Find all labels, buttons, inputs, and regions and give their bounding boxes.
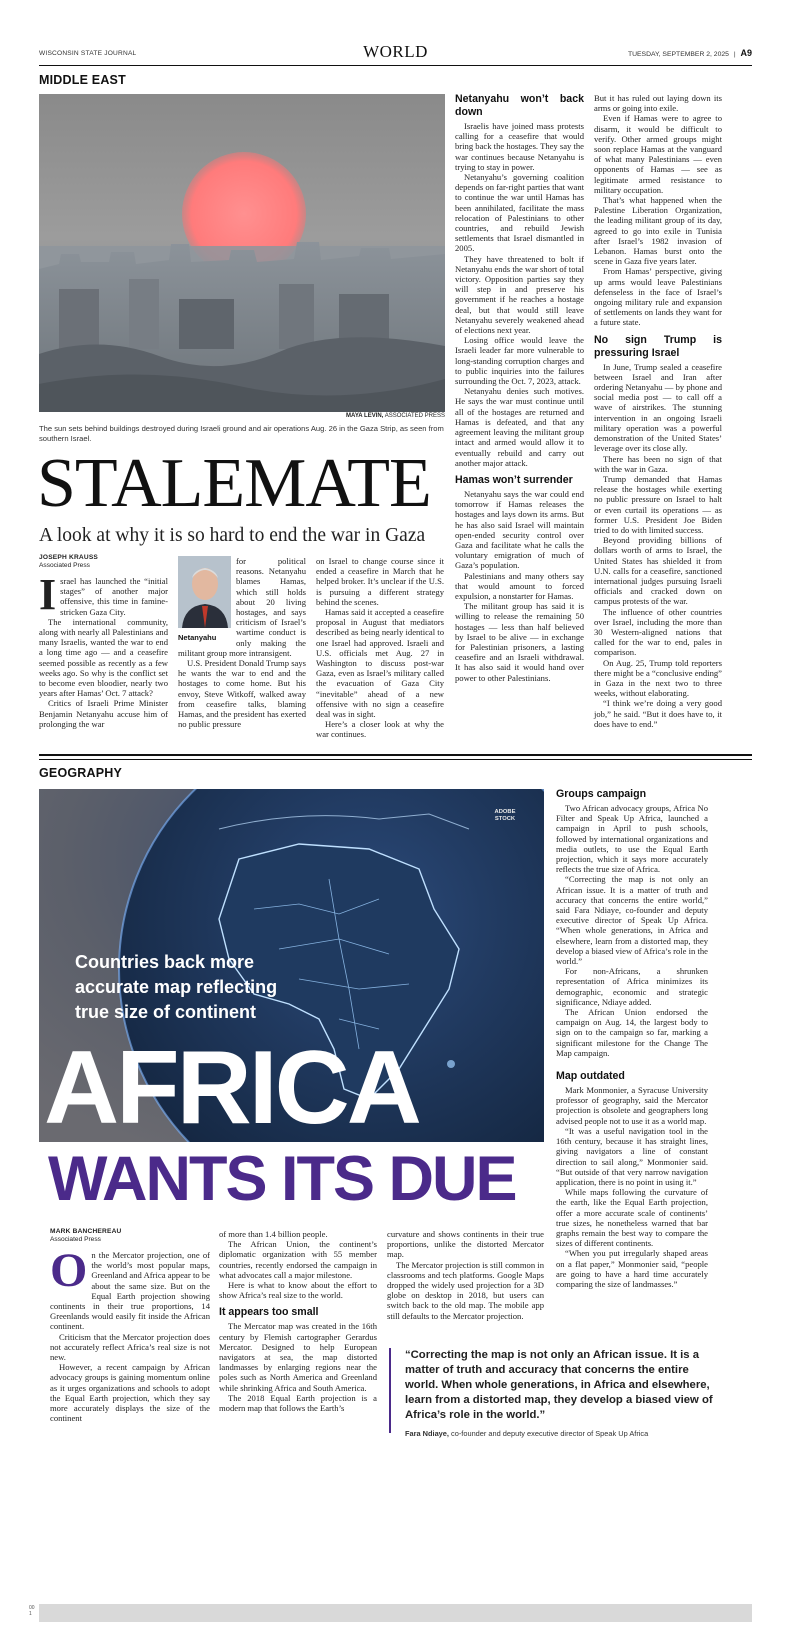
- subhead-trump: No sign Trump is pressuring Israel: [594, 333, 722, 359]
- paragraph: Two African advocacy groups, Africa No Filter and Speak Up Africa, launched a campaign in April to push schools, followed by international organizations and media outlets, to use the Equal Earth projection, which it says more accurately reflects the true size of Africa.: [556, 803, 708, 875]
- byline: [50, 1228, 210, 1244]
- page-number: A9: [740, 48, 752, 58]
- paragraph: curvature and shows continents in their true proportions, unlike the distorted Mercator map.: [387, 1229, 544, 1260]
- paragraph: The international community, along with nearly all Palestinians and many Israelis, wanted the war to end a long time ago — and a ceasefire seemed possible as recently as a few weeks ago. So why is the conflict set to become even bloodier, nearly two years after Hamas’ Oct. 7 attack?: [39, 616, 168, 699]
- story2-column-2: [219, 1229, 377, 1413]
- story2-column-4: [556, 788, 708, 1289]
- story1-column-1: [39, 570, 168, 729]
- story2-column-3: [387, 1229, 544, 1321]
- story1-column-4: [455, 93, 584, 683]
- paragraph: On Aug. 25, Trump told reporters there might be a “conclusive ending” in Gaza in the next two to three weeks, without elaborating.: [594, 657, 722, 699]
- paragraph: However, a recent campaign by African advocacy groups is gaining momentum online as it urges organizations and schools to adopt the Equal Earth projection, which they say more accurately displays the size of the continent: [50, 1362, 210, 1424]
- paragraph: The Mercator projection is still common in classrooms and tech platforms. Google Maps dropped the widely used projection for a 3D globe on desktop in 2018, but users can switch back to the old map. The mobile app still defaults to the Mercator projection.: [387, 1259, 544, 1321]
- paragraph: Trump demanded that Hamas release the hostages while exerting no public pressure on Israel to halt or even curtail its operations — as former U.S. President Joe Biden tried to do with limited success.: [594, 473, 722, 535]
- subhead-groups-campaign: Groups campaign: [556, 788, 647, 800]
- overlay-deck: [75, 950, 277, 1025]
- paragraph: The influence of other countries over Israel, including the more than 30 Western-aligned nations that called for the war to end, pales in comparison.: [594, 606, 722, 658]
- story2-column-1: [50, 1244, 210, 1424]
- paragraph: Netanyahu says the war could end tomorrow if Hamas releases the hostages and lays down its arms. But he has also said Israel will maintain open-ended security control over Gaza and facilitate what he calls the voluntary emigration of much of Gaza’s population.: [455, 488, 584, 571]
- story1-column-5: [594, 93, 722, 729]
- story1-column-3: [316, 556, 444, 740]
- paragraph: “It was a useful navigation tool in the 16th century, because it has straight lines, giving navigators a line of constant direction to sail along,” Monmonier said. “But outside of that very narrow navigation application, there is no point in using it.”: [556, 1125, 708, 1187]
- paragraph: of more than 1.4 billion people.: [219, 1229, 328, 1239]
- paragraph: Hamas said it accepted a ceasefire proposal in August that mediators described as being nearly identical to one Israel had approved. Israeli and U.S. officials met Aug. 27 in Washington to discuss post-war Gaza, even as Israel’s military called the evacuation of Gaza City “inevitable” ahead of a new offensive with no sign a ceasefire deal was in sight.: [316, 607, 444, 720]
- pull-quote-attribution: [405, 1429, 719, 1438]
- paragraph: “I think we’re doing a very good job,” he said. “But it does have to, it does have to end.”: [594, 698, 722, 729]
- paragraph: n the Mercator projection, one of the world’s most popular maps, Greenland and Africa appear to be about the same size. But on the Equal Earth projection showing continents in their true proportions, 14 Greenlands would easily fit inside the African continent.: [50, 1250, 210, 1332]
- paragraph: Mark Monmonier, a Syracuse University professor of geography, said the Mercator projection is obsolete and geographers long advised people not to use it as a world map.: [556, 1085, 708, 1126]
- section-divider: [39, 754, 752, 760]
- date-line: [628, 48, 752, 58]
- drop-cap: I: [39, 570, 57, 619]
- paragraph: The 2018 Equal Earth projection is a modern map that follows the Earth’s: [219, 1392, 377, 1414]
- subheadline: A look at why it is so hard to end the war in Gaza: [39, 525, 426, 546]
- paragraph: Netanyahu denies such motives. He says the war must continue until all of the hostages are returned and Hamas is defeated, and that any agreement leaving the militant group intact and armed would allow it to eventually rebuild and carry out another major attack.: [455, 386, 584, 468]
- byline: [39, 554, 168, 570]
- paragraph: for political reasons. Netanyahu blames Hamas, which still holds about 20 living hostages, and says criticism of Israel’s wartime conduct is only making the militant group more intransigent.: [178, 556, 306, 658]
- overlay-line-1: Countries back more: [75, 952, 255, 972]
- credit-line-2: STOCK: [494, 816, 516, 822]
- separator: |: [733, 51, 736, 58]
- paragraph: But it has ruled out laying down its arms or going into exile.: [594, 93, 722, 114]
- photo-credit-org: ASSOCIATED PRESS: [384, 413, 445, 419]
- byline-name: JOSEPH KRAUSS: [39, 554, 99, 561]
- paragraph: Even if Hamas were to agree to disarm, it would be difficult to verify. Other armed groups might soon replace Hamas at the vanguard of what many Palestinians — even opponents of Hamas — see as legitimate armed resistance to military occupation.: [594, 113, 722, 195]
- paragraph: on Israel to change course since it ended a ceasefire in March that he helped broker. It’s unclear if the U.S. is pursuing a different strategy behind the scenes.: [316, 556, 444, 607]
- section-kicker-geography: GEOGRAPHY: [39, 766, 123, 780]
- paragraph: “When you put irregularly shaped areas on a flat paper,” Monmonier said, “people are going to have a hard time accurately comparing the size of landmasses.”: [556, 1248, 708, 1289]
- paper-name: WISCONSIN STATE JOURNAL: [39, 50, 137, 57]
- headline-stalemate: STALEMATE: [37, 445, 431, 522]
- footer-code-1: 00: [29, 1605, 35, 1611]
- paragraph: There has been no sign of that with the war in Gaza.: [594, 453, 722, 474]
- paragraph: In June, Trump sealed a ceasefire between Israel and Iran after ordering Netanyahu — by phone and social media post — to call off a wave of airstrikes. The stunning intervention in an ongoing Israeli military operation was a powerful demonstration of the United States’ leverage over its close ally.: [594, 361, 722, 454]
- section-title: WORLD: [363, 42, 428, 61]
- paragraph: From Hamas’ perspective, giving up arms would leave Palestinians defenseless in the face of Israel’s ongoing military rule and expansion of settlements on lands they want for a future state.: [594, 266, 722, 328]
- byline-org: Associated Press: [50, 1236, 101, 1243]
- subhead-too-small: It appears too small: [219, 1306, 319, 1319]
- subhead-hamas: Hamas won’t surrender: [455, 473, 573, 486]
- paragraph: Here’s a closer look at why the war continues.: [316, 719, 444, 740]
- byline-org: Associated Press: [39, 562, 90, 569]
- section-kicker-middle-east: MIDDLE EAST: [39, 73, 126, 87]
- overlay-line-2: accurate map reflecting: [75, 977, 278, 997]
- paragraph: For non-Africans, a shrunken representation of Africa minimizes its demographic, economic and strategic significance, Ndiaye added.: [556, 966, 708, 1007]
- overlay-line-3: true size of continent: [75, 1002, 257, 1022]
- paragraph: Here is what to know about the effort to show Africa’s real size to the world.: [219, 1280, 377, 1301]
- paragraph: The African Union endorsed the campaign on Aug. 14, the largest body to sign on to the campaign so far, marking a significant milestone for the Change The Map campaign.: [556, 1007, 708, 1058]
- headline-africa: AFRICA: [44, 1030, 419, 1146]
- byline-name: MARK BANCHEREAU: [50, 1228, 122, 1235]
- paragraph: They have threatened to bolt if Netanyahu ends the war short of total victory. Opposition parties say they will step in and preserve his government if he reaches a hostage deal, but that would still leave Netanyahu severely weakened ahead of elections next year.: [455, 253, 584, 336]
- paragraph: Critics of Israeli Prime Minister Benjamin Netanyahu accuse him of prolonging the war: [39, 698, 168, 729]
- paragraph: Criticism that the Mercator projection does not accurately reflect Africa’s real size is not new.: [50, 1331, 210, 1363]
- netanyahu-mugshot: [178, 556, 231, 642]
- paragraph: Netanyahu’s governing coalition depends on far-right parties that want to continue the war until Hamas has been annihilated, facilitate the mass relocation of Palestinians to other countries, and rebuild Jewish settlements that Israel dismantled in 2005.: [455, 172, 584, 254]
- photo-caption: The sun sets behind buildings destroyed during Israeli ground and air operations Aug. 26 in the Gaza Strip, as seen from southern Israel.: [39, 424, 444, 443]
- paragraph: srael has launched the “initial stages” of another major offensive, this time in famine-stricken Gaza City.: [60, 576, 168, 617]
- netanyahu-photo: [178, 556, 231, 628]
- footer-code-2: 1: [29, 1611, 32, 1617]
- paragraph: The African Union, the continent’s diplomatic organization with 55 member countries, recently endorsed the campaign in what advocates call a major milestone.: [219, 1239, 377, 1280]
- paragraph: Palestinians and many others say that would amount to forced expulsion, a nonstarter for Hamas.: [455, 570, 584, 601]
- masthead: [39, 42, 752, 66]
- photo-credit: [39, 413, 445, 419]
- headline-wants-its-due: WANTS ITS DUE: [48, 1144, 516, 1214]
- footer-code: [29, 1605, 35, 1617]
- paragraph: While maps following the curvature of the earth, like the Equal Earth projection, offer a more accurate scale of continents’ true sizes, he nonetheless warned that bar graphs remain the best way to compare the sizes of different continents.: [556, 1187, 708, 1249]
- drop-cap: O: [50, 1244, 88, 1297]
- subhead-netanyahu: Netanyahu won’t back down: [455, 93, 584, 118]
- photo-credit-stock: [480, 809, 530, 823]
- paragraph: U.S. President Donald Trump says he wants the war to end and the hostages to come home. But his envoy, Steve Witkoff, walked away from ceasefire talks, blaming Hamas, and the president has exerted no public pressure: [178, 658, 306, 730]
- photo-credit-name: MAYA LEVIN,: [346, 413, 384, 419]
- credit-line-1: ADOBE: [494, 809, 516, 815]
- attribution-title: co-founder and deputy executive director of Speak Up Africa: [451, 1429, 649, 1438]
- footer-bar: [39, 1604, 752, 1622]
- issue-date: TUESDAY, SEPTEMBER 2, 2025: [627, 51, 729, 58]
- paragraph: The militant group has said it is willing to release the remaining 50 hostages — less than half believed by Israel to be alive — in exchange for Palestinian prisoners, a lasting ceasefire and an Israeli withdrawal. It has also said it would hand over power to other Palestinians.: [455, 601, 584, 683]
- gaza-sunset-image: [39, 94, 445, 412]
- paragraph: “Correcting the map is not only an African issue. It is a matter of truth and accuracy that concerns the entire world,” said Fara Ndiaye, co-founder and deputy executive director of Speak Up Africa. “When whole generations, in Africa and elsewhere, learn from a distorted map, they develop a biased view of Africa’s role in the world.”: [556, 874, 708, 967]
- paragraph: Israelis have joined mass protests calling for a ceasefire that would bring back the hostages. They say the war continues because Netanyahu is trying to stay in power.: [455, 121, 584, 172]
- pull-quote: [389, 1348, 719, 1438]
- pull-quote-text: “Correcting the map is not only an African issue. It is a matter of truth and accuracy that concerns the entire world. When whole generations, in Africa and elsewhere, learn from a distorted map, they develop a biased view of Africa’s role in the world.”: [405, 1349, 713, 1421]
- paragraph: The Mercator map was created in the 16th century by Flemish cartographer Gerardus Mercator. Designed to help European navigators at sea, the map distorted landmasses by enlarging regions near the poles such as North America and Greenland while shrinking Africa and South America.: [219, 1321, 377, 1393]
- gaza-sunset-photo: [39, 94, 445, 412]
- attribution-name: Fara Ndiaye,: [405, 1429, 449, 1438]
- paragraph: Beyond providing billions of dollars worth of arms to Israel, the United States has shielded it from U.N. calls for a ceasefire, sanctioned international judges pursuing Israeli officials and cracked down on campus protests of the war.: [594, 535, 722, 607]
- subhead-map-outdated: Map outdated: [556, 1070, 625, 1083]
- mug-caption: Netanyahu: [178, 633, 217, 642]
- paragraph: Losing office would leave the Israeli leader far more vulnerable to long-standing corruption charges and to public inquiries into the failures surrounding the Oct. 7, 2023, attack.: [455, 335, 584, 387]
- paragraph: That’s what happened when the Palestine Liberation Organization, the leading militant group of its day, agreed to go into exile in Tunisia after Israel’s 1982 invasion of Lebanon. Hamas burst onto the scene in Gaza five years later.: [594, 195, 722, 267]
